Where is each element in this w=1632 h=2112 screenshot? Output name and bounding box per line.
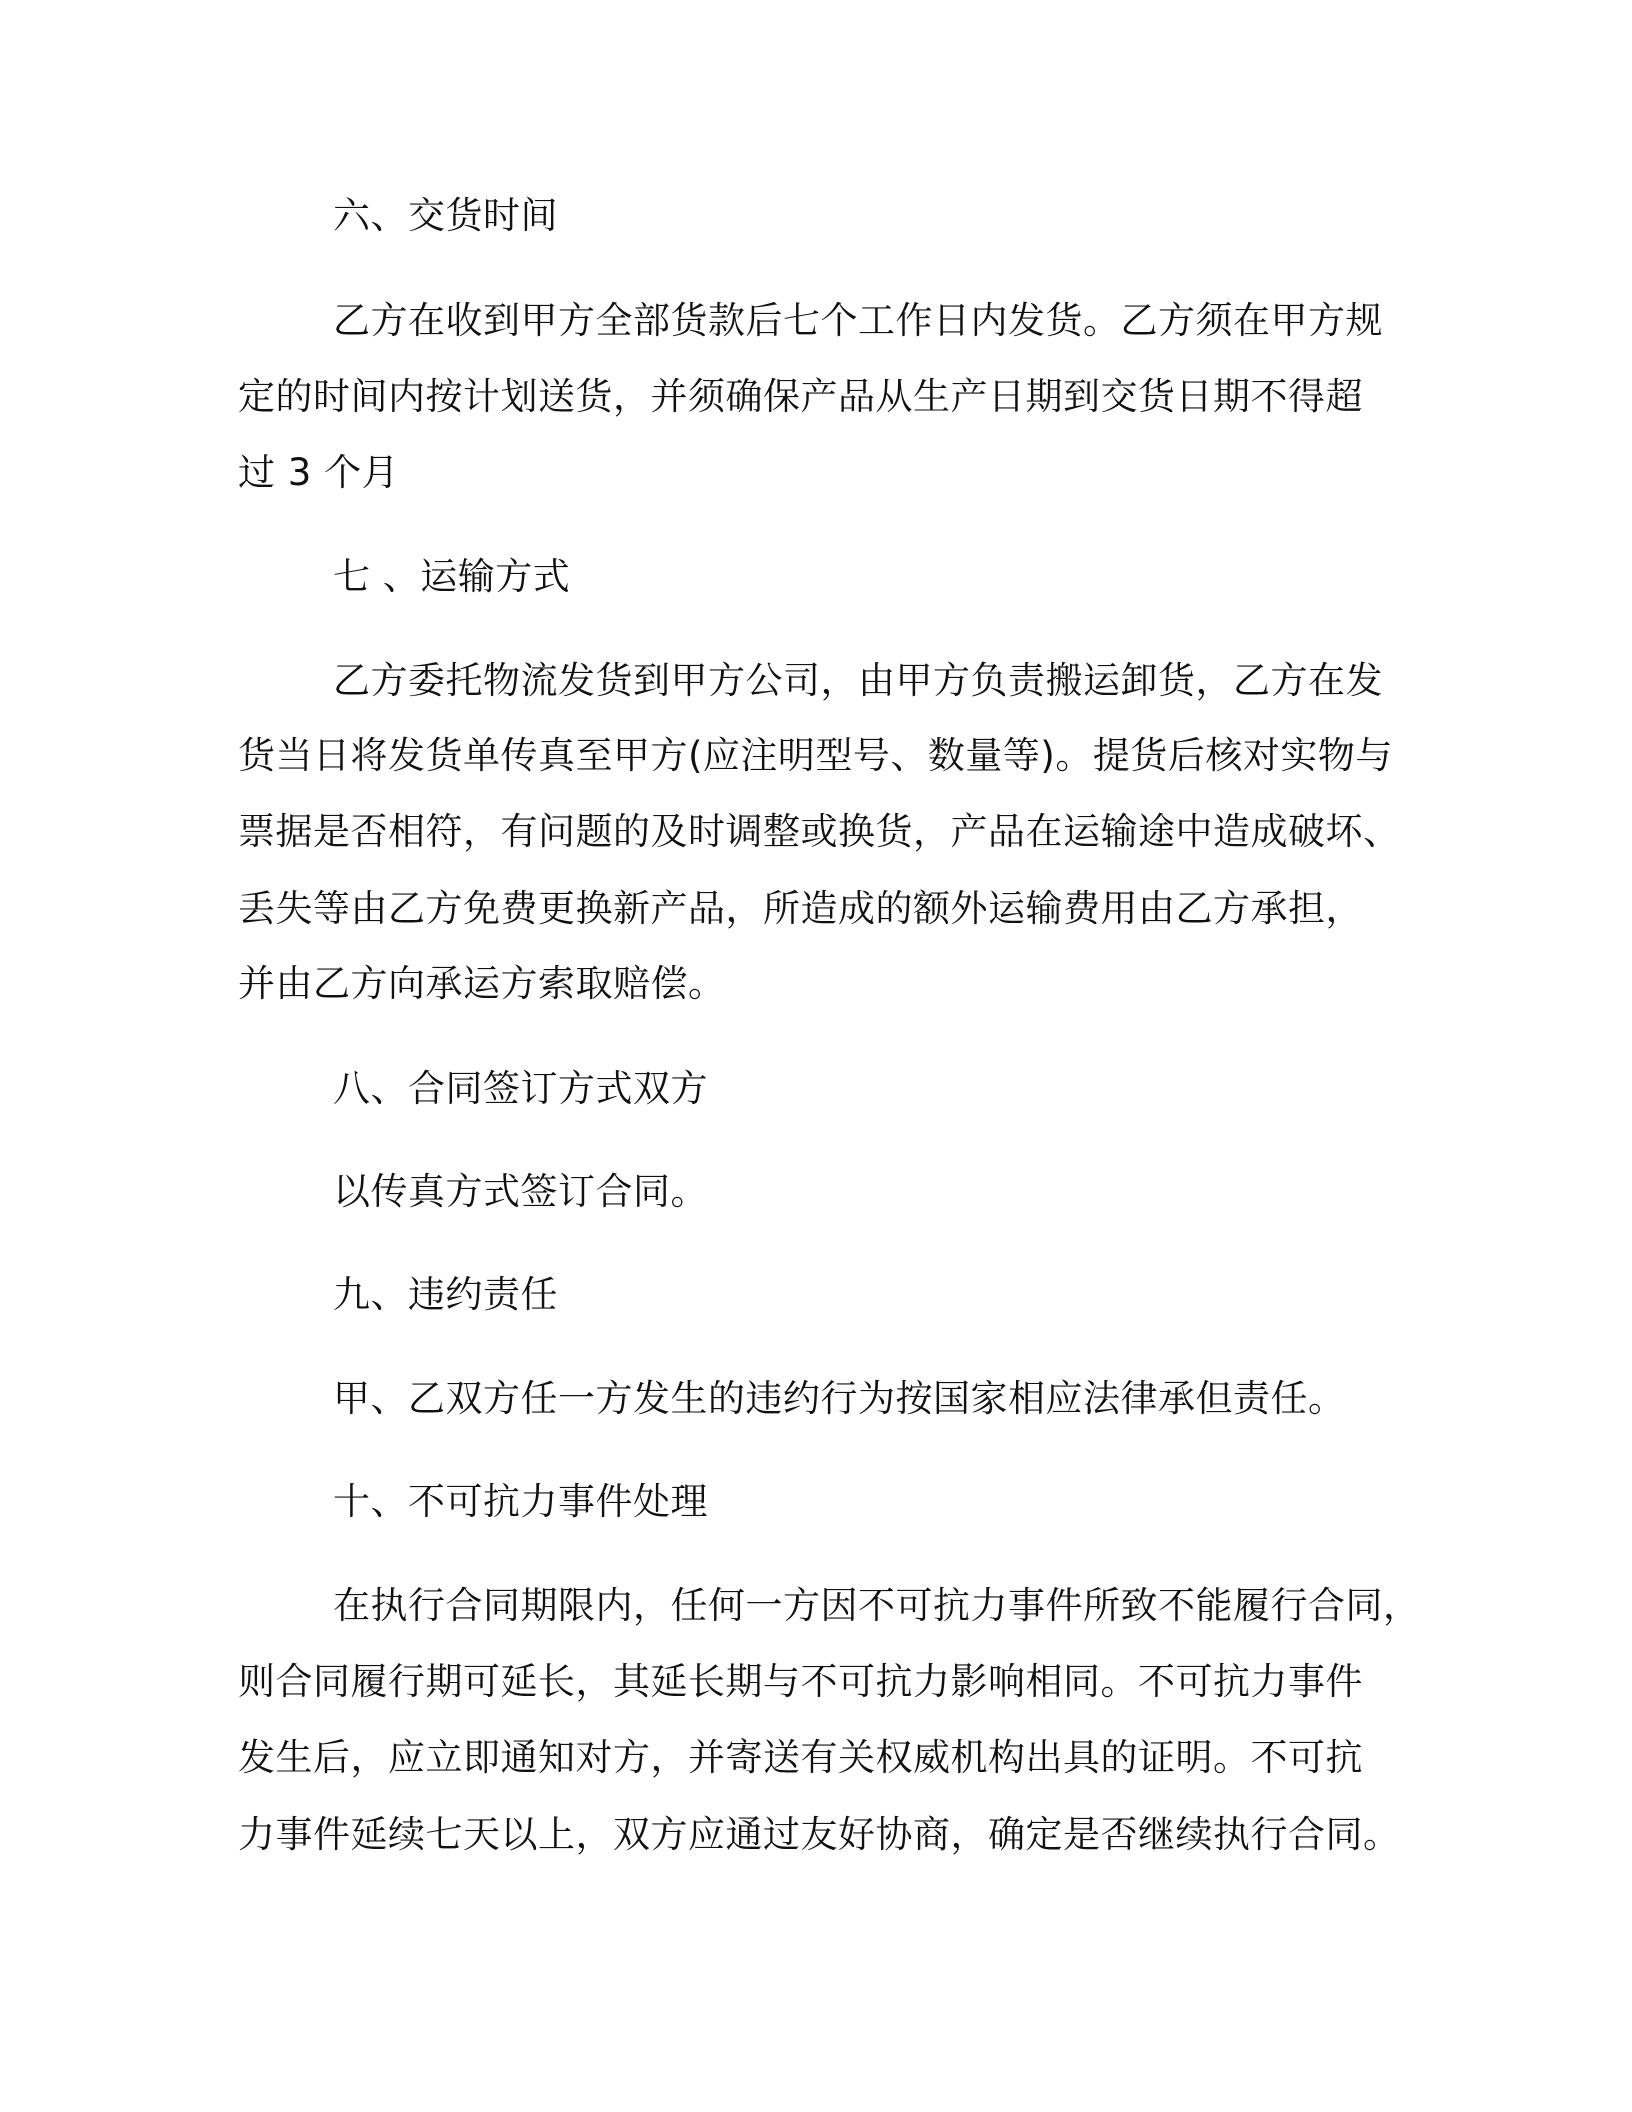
paragraph-line: 并由乙方向承运方索取赔偿。 (238, 962, 726, 1005)
paragraph-line: 甲、乙双方任一方发生的违约行为按国家相应法律承但责任。 (333, 1377, 1346, 1420)
paragraph-line: 在执行合同期限内，任何一方因不可抗力事件所致不能履行合同， (333, 1584, 1421, 1627)
paragraph-line: 货当日将发货单传真至甲方(应注明型号、数量等)。提货后核对实物与 (238, 734, 1393, 777)
paragraph-line: 发生后，应立即通知对方，并寄送有关权威机构出具的证明。不可抗 (238, 1736, 1363, 1779)
paragraph-line: 定的时间内按计划送货，并须确保产品从生产日期到交货日期不得超 (238, 375, 1363, 418)
paragraph-line: 乙方委托物流发货到甲方公司，由甲方负责搬运卸货，乙方在发 (333, 659, 1383, 702)
paragraph-line: 过 3 个月 (238, 451, 400, 494)
section-heading: 七 、运输方式 (333, 555, 571, 598)
section-heading: 九、违约责任 (333, 1273, 558, 1316)
paragraph-line: 丢失等由乙方免费更换新产品，所造成的额外运输费用由乙方承担， (238, 887, 1363, 930)
paragraph-line: 则合同履行期可延长，其延长期与不可抗力影响相同。不可抗力事件 (238, 1660, 1363, 1703)
section-heading: 六、交货时间 (333, 194, 558, 237)
paragraph-line: 以传真方式签订合同。 (333, 1170, 708, 1213)
paragraph-line: 力事件延续七天以上，双方应通过友好协商，确定是否继续执行合同。 (238, 1813, 1401, 1856)
paragraph-line: 乙方在收到甲方全部货款后七个工作日内发货。乙方须在甲方规 (333, 299, 1383, 342)
section-heading: 八、合同签订方式双方 (333, 1067, 708, 1110)
section-heading: 十、不可抗力事件处理 (333, 1480, 708, 1523)
paragraph-line: 票据是否相符，有问题的及时调整或换货，产品在运输途中造成破坏、 (238, 810, 1401, 853)
